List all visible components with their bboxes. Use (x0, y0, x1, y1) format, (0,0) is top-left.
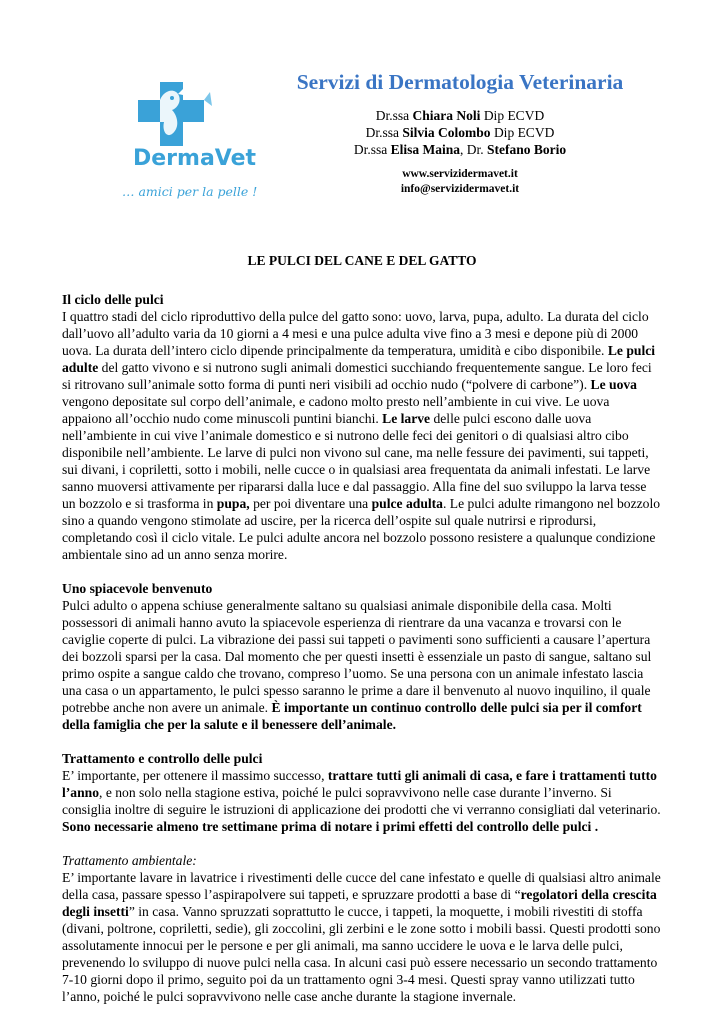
document-title: LE PULCI DEL CANE E DEL GATTO (247, 253, 477, 268)
contacts (250, 167, 670, 197)
doctor-line-3: Dr.ssa Elisa Maina, Dr. Stefano Borio (353, 142, 567, 157)
page-title: Servizi di Dermatologia Veterinaria (296, 70, 624, 94)
section-heading-ciclo: Il ciclo delle pulci (62, 292, 164, 307)
cross-dog-cat-icon (108, 72, 268, 152)
logo-tagline: … amici per la pelle ! (122, 184, 258, 199)
logo-name: DermaVet (133, 146, 257, 171)
letterhead (250, 70, 670, 197)
section-paragraph-ambientale: E’ importante lavare in lavatrice i rivestimenti delle cucce del cane infestato e quelle di qualsiasi altro animale della casa, passare spesso l’aspirapolvere sui tappeti, e spruzzare prodotti a base di “regolatori della crescita degli insetti” in casa. Vanno spruzzati soprattutto le cucce, i tappeti, la moquette, i mobili rivestiti di stoffa (divani, poltrone, copriletti, sedie), gli zoccolini, gli zerbini e le zone sotto i mobili bassi. Questi prodotti sono assolutamente innocui per le persone e per gli animali, ma sanno uccidere le uova e le larva delle pulci, prevenendo lo sviluppo di nuove pulci nella casa. In alcuni casi può essere necessario un secondo trattamento 7-10 giorni dopo il primo, seguito poi da un trattamento ogni 3-4 mesi. Questi spray vanno utilizzati tutto l’anno, poiché le pulci sopravvivono nelle case anche durante la stagione invernale. (62, 870, 661, 1004)
doctor-line-1: Dr.ssa Chiara Noli Dip ECVD (375, 108, 545, 123)
section-heading-benvenuto: Uno spiacevole benvenuto (62, 581, 213, 596)
section-heading-trattamento: Trattamento e controllo delle pulci (62, 751, 263, 766)
section-paragraph-trattamento: E’ importante, per ottenere il massimo successo, trattare tutti gli animali di casa, e fare i trattamenti tutto l’anno, e non solo nella stagione estiva, poiché le pulci sopravvivono nelle case durante l’inverno. Si consiglia inoltre di seguire le istruzioni di applicazione dei prodotti che vi verranno consigliati dal veterinario. Sono necessarie almeno tre settimane prima di notare i primi effetti del controllo delle pulci . (62, 768, 661, 834)
website-link[interactable]: www.servizidermavet.it (402, 168, 518, 180)
section-heading-ambientale: Trattamento ambientale: (62, 853, 197, 868)
section-paragraph-benvenuto: Pulci adulto o appena schiuse generalmente saltano su qualsiasi animale disponibile della casa. Molti possessori di animali hanno avuto la spiacevole esperienza di rientrare da una vacanza e trovarsi con le caviglie coperte di pulci. La vibrazione dei passi sui tappeti o pavimenti sono sufficienti a causare l’apertura dei bozzoli sparsi per la casa. Dal momento che per questi insetti è essenziale un pasto di sangue, saltano sul primo ospite a sangue caldo che trovano, compreso l’uomo. Se una persona con un animale infestato lascia una casa o un appartamento, le pulci spesso saranno le prime a dare il benvenuto al nuovo inquilino, il quale potrebbe anche non avere un animale. È importante un continuo controllo delle pulci sia per il comfort della famiglia che per la salute e il benessere dell’animale. (62, 598, 652, 732)
document-body (62, 252, 662, 1005)
dermavet-logo (108, 72, 268, 202)
section-paragraph-ciclo: I quattro stadi del ciclo riproduttivo della pulce del gatto sono: uovo, larva, pupa, adulto. La durata del ciclo dall’uovo all’adulto varia da 10 giorni a 4 mesi e una pulce adulta vive fino a 3 mesi e depone più di 2000 uova. La durata dell’intero ciclo dipende principalmente da temperatura, umidità e cibo disponibile. Le pulci adulte del gatto vivono e si nutrono sugli animali domestici succhiando frequentemente sangue. Le loro feci si ritrovano sull’animale sotto forma di punti neri visibili ad occhio nudo (“polvere di carbone”). Le uova vengono depositate sul corpo dell’animale, e cadono molto presto nell’ambiente in cui vive. Le uova appaiono all’occhio nudo come minuscoli puntini bianchi. Le larve delle pulci escono dalle uova nell’ambiente in cui vive l’animale domestico e si nutrono delle feci dei genitori o di qualsiasi altro cibo disponibile nell’ambiente. Le larve di pulci non vivono sul cane, ma nelle fessure dei pavimenti, sui tappeti, sui divani, i copriletti, sotto i mobili, nelle cucce o in qualsiasi area frequentata da animali infestati. Le larve sanno muoversi attivamente per ripararsi dalla luce e dal passaggio. Alla fine del suo sviluppo la larva tesse un bozzolo e si trasforma in pupa, per poi diventare una pulce adulta. Le pulci adulte rimangono nel bozzolo sino a quando vengono stimolate ad uscire, per la ricerca dell’ospite sul quale nutrirsi e riprodursi, completando così il ciclo vitale. Le pulci adulte ancora nel bozzolo possono resistere a qualunque condizione ambientale sino ad un anno senza morire. (62, 309, 661, 562)
doctor-line-2: Dr.ssa Silvia Colombo Dip ECVD (365, 125, 555, 140)
email-link[interactable]: info@servizidermavet.it (400, 183, 520, 195)
